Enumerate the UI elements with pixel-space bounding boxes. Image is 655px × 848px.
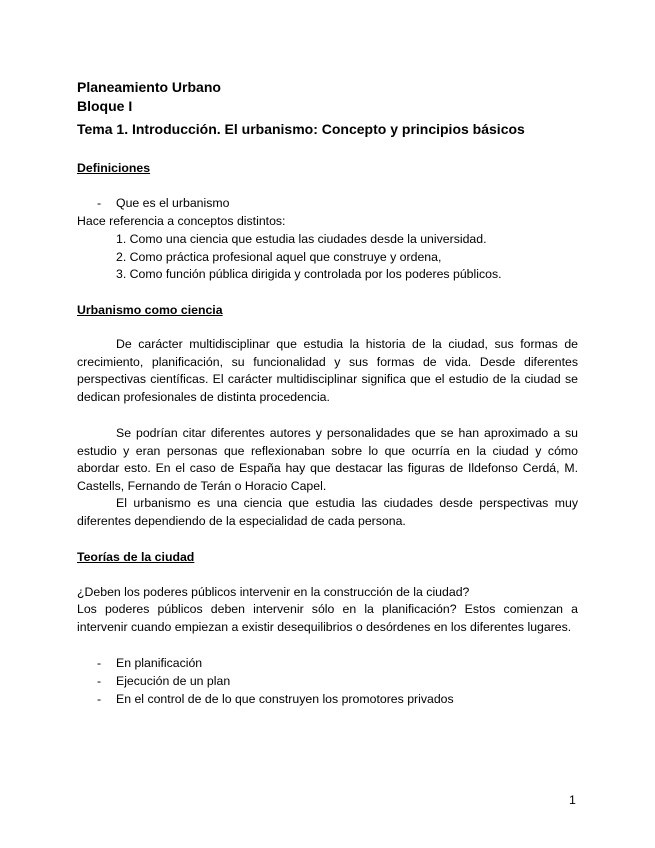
ciencia-p3-text: El urbanismo es una ciencia que estudia las ciudades desde perspectivas muy diferentes dependiendo de la especialidad de cada persona. [77,496,578,528]
definiciones-bullet: Que es el urbanismo [116,196,230,210]
section-teorias-title: Teorías de la ciudad [77,550,195,564]
ciencia-paragraph-2 [77,425,578,530]
teorias-bullet-2: Ejecución de un plan [116,674,231,688]
ciencia-p1-text: De carácter multidisciplinar que estudia la historia de la ciudad, sus formas de crecimiento, planificación, su funcionalidad y sus formas de vida. Desde diferentes perspectivas científicas. El carácter multidisciplinar significa que el estudio de la ciudad se dedican profesionales de distinta procedencia. [77,337,578,404]
page-number: 1 [569,793,576,807]
teorias-bullet-1: En planificación [116,656,203,670]
definiciones-item-3: 3. Como función pública dirigida y controlada por los poderes públicos. [116,267,502,281]
teorias-bullet-3: En el control de de lo que construyen los promotores privados [116,692,454,706]
ciencia-p2-text: Se podrían citar diferentes autores y personalidades que se han aproximado a su estudio y eran personas que reflexionaban sobre lo que ocurría en la ciudad y cómo abordar esto. En el caso de España hay que destacar las figuras de Ildefonso Cerdá, M. Castells, Fernando de Terán o Horacio Capel. [77,426,578,493]
course-title: Planeamiento Urbano [77,79,221,95]
definiciones-item-1: 1. Como una ciencia que estudia las ciudades desde la universidad. [116,232,487,246]
topic-title: Tema 1. Introducción. El urbanismo: Concepto y principios básicos [77,121,525,137]
teorias-question: ¿Deben los poderes públicos intervenir en la construcción de la ciudad? [77,585,470,599]
ciencia-paragraph-1 [77,336,578,406]
definiciones-item-2: 2. Como práctica profesional aquel que construye y ordena, [116,250,442,264]
bullet-marker: - [97,674,102,688]
section-ciencia-title: Urbanismo como ciencia [77,303,223,317]
bullet-marker: - [97,196,102,210]
definiciones-intro: Hace referencia a conceptos distintos: [77,214,286,228]
bullet-marker: - [97,692,102,706]
section-definiciones-title: Definiciones [77,161,151,175]
teorias-paragraph-text: Los poderes públicos deben intervenir sólo en la planificación? Estos comienzan a intervenir cuando empiezan a existir desequilibrios o desórdenes en los diferentes lugares. [77,602,578,634]
bullet-marker: - [97,656,102,670]
teorias-paragraph [77,601,578,636]
block-title: Bloque I [77,98,133,114]
